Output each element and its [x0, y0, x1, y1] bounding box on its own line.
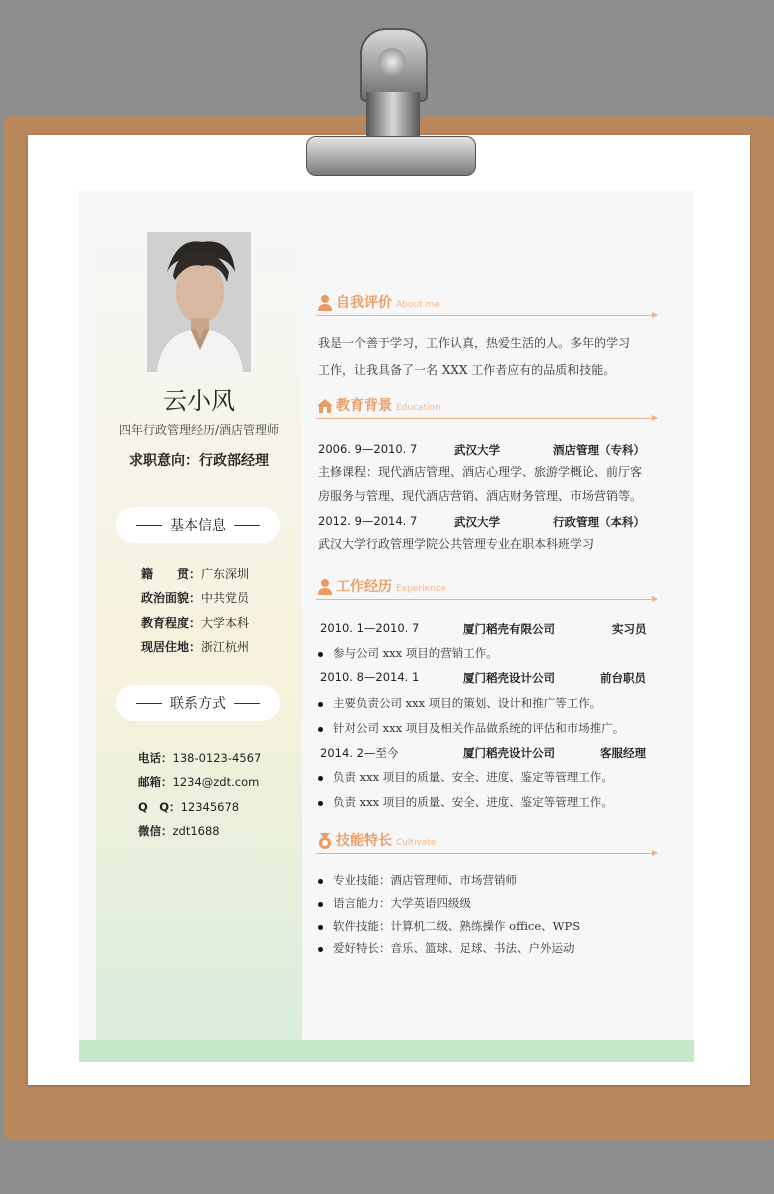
job-duty: 针对公司 xxx 项目及相关作品做系统的评估和市场推广。 [318, 720, 624, 736]
self-eval-line: 我是一个善于学习，工作认真，热爱生活的人。多年的学习 [318, 336, 631, 350]
home-icon [316, 397, 334, 415]
info-row: 现居住地：浙江杭州 [141, 640, 250, 654]
skill-item: 语言能力：大学英语四级级 [318, 895, 471, 911]
avatar [147, 232, 251, 372]
job-intent: 求职意向：行政部经理 [129, 453, 269, 469]
medal-icon [316, 832, 334, 850]
contact-row: 微信：zdt1688 [138, 824, 220, 838]
clip-neck [366, 92, 420, 142]
section-skills: 技能特长 Cultivate [316, 830, 661, 856]
job-duty: 负责 xxx 项目的质量、安全、进度、鉴定等管理工作。 [318, 794, 613, 810]
skill-item: 爱好特长：音乐、篮球、足球、书法、户外运动 [318, 940, 575, 956]
job-duty: 负责 xxx 项目的质量、安全、进度、鉴定等管理工作。 [318, 769, 613, 785]
job-duty: 参与公司 xxx 项目的营销工作。 [318, 645, 498, 661]
contact-row: 邮箱：1234@zdt.com [138, 775, 260, 789]
candidate-subtitle: 四年行政管理经历/酒店管理师 [118, 423, 280, 437]
edu-note: 武汉大学行政管理学院公共管理专业在职本科班学习 [318, 537, 595, 551]
edu-courses: 主修课程：现代酒店管理、酒店心理学、旅游学概论、前厅客 [318, 465, 643, 479]
basic-info-header [116, 507, 280, 543]
section-self-eval: 自我评价 About me [316, 292, 661, 318]
person-icon [316, 294, 334, 312]
candidate-name: 云小风 [163, 387, 235, 415]
info-row: 政治面貌：中共党员 [141, 591, 250, 605]
section-work: 工作经历 Experience [316, 576, 661, 602]
self-eval-line: 工作，让我具备了一名 XXX 工作者应有的品质和技能。 [318, 363, 616, 377]
person-icon [316, 578, 334, 596]
skill-item: 专业技能：酒店管理师、市场营销师 [318, 872, 517, 888]
info-row: 教育程度：大学本科 [141, 616, 250, 630]
contact-row: Q Q：12345678 [138, 800, 240, 814]
contact-title: 联系方式 [170, 696, 226, 712]
contact-header [116, 685, 280, 721]
footer-band [79, 1040, 694, 1062]
basic-info-title: 基本信息 [170, 518, 226, 534]
clip-base [306, 136, 476, 176]
job-duty: 主要负责公司 xxx 项目的策划、设计和推广等工作。 [318, 695, 601, 711]
skill-item: 软件技能：计算机二级、熟练操作 office、WPS [318, 918, 580, 934]
clip-icon [360, 28, 428, 102]
contact-row: 电话：138-0123-4567 [138, 751, 262, 765]
info-row: 籍 贯：广东深圳 [141, 567, 250, 581]
edu-courses: 房服务与管理、现代酒店营销、酒店财务管理、市场营销等。 [318, 489, 643, 503]
section-education: 教育背景 Education [316, 395, 661, 421]
